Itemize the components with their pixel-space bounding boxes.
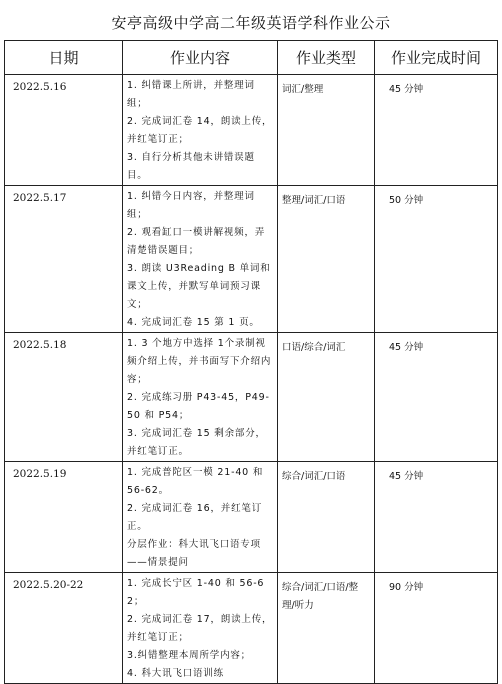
table-row bbox=[5, 462, 498, 573]
content-cell bbox=[123, 333, 278, 462]
task-item: 1. 纠错课上所讲，并整理词组； bbox=[127, 80, 255, 109]
date-cell: 2022.5.19 bbox=[5, 462, 123, 573]
table-row bbox=[5, 573, 498, 684]
task-item: 4. 科大讯飞口语训练 bbox=[127, 668, 224, 679]
date-cell: 2022.5.17 bbox=[5, 186, 123, 333]
task-item: 2. 完成词汇卷 17，朗读上传，并红笔订正； bbox=[127, 614, 273, 643]
task-item: 分层作业：科大讯飞口语专项——情景提问 bbox=[127, 539, 261, 568]
task-item: 1. 纠错今日内容，并整理词组； bbox=[127, 191, 255, 220]
task-item: 3. 自行分析其他未讲错误题目。 bbox=[127, 152, 255, 181]
task-item: 2. 观看缸口一模讲解视频，弄清楚错误题目； bbox=[127, 227, 266, 256]
date-cell: 2022.5.18 bbox=[5, 333, 123, 462]
task-item: 1. 完成普陀区一模 21-40 和 56-62。 bbox=[127, 467, 264, 496]
time-cell: 45 分钟 bbox=[375, 75, 498, 186]
content-cell bbox=[123, 75, 278, 186]
time-cell: 50 分钟 bbox=[375, 186, 498, 333]
task-item: 3.纠错整理本周所学内容； bbox=[127, 650, 251, 661]
homework-table bbox=[4, 40, 498, 684]
header-date: 日期 bbox=[5, 41, 123, 75]
header-type: 作业类型 bbox=[278, 41, 375, 75]
table-row bbox=[5, 75, 498, 186]
header-time: 作业完成时间 bbox=[375, 41, 498, 75]
type-cell: 口语/综合/词汇 bbox=[278, 333, 375, 462]
page-title: 安亭高级中学高二年级英语学科作业公示 bbox=[111, 14, 391, 32]
time-cell: 45 分钟 bbox=[375, 333, 498, 462]
time-cell: 90 分钟 bbox=[375, 573, 498, 684]
content-cell bbox=[123, 462, 278, 573]
task-item: 1. 完成长宁区 1-40 和 56-62； bbox=[127, 578, 265, 607]
table-row bbox=[5, 186, 498, 333]
type-cell: 词汇/整理 bbox=[278, 75, 375, 186]
date-cell: 2022.5.16 bbox=[5, 75, 123, 186]
task-item: 2. 完成练习册 P43-45，P49-50 和 P54； bbox=[127, 392, 270, 421]
header-content: 作业内容 bbox=[123, 41, 278, 75]
task-item: 3. 完成词汇卷 15 剩余部分，并红笔订正。 bbox=[127, 428, 266, 457]
table-row bbox=[5, 333, 498, 462]
task-item: 3. 朗读 U3Reading B 单词和课文上传，并默写单词预习课文； bbox=[127, 263, 271, 310]
type-cell: 综合/词汇/口语 bbox=[278, 462, 375, 573]
table-header-row bbox=[5, 41, 498, 75]
task-item: 2. 完成词汇卷 14，朗读上传，并红笔订正； bbox=[127, 116, 273, 145]
type-cell: 综合/词汇/口语/整理/听力 bbox=[278, 573, 375, 684]
content-cell bbox=[123, 573, 278, 684]
type-cell: 整理/词汇/口语 bbox=[278, 186, 375, 333]
task-item: 1. 3 个地方中选择 1个录制视频介绍上传，并书面写下介绍内容； bbox=[127, 338, 272, 385]
task-item: 4. 完成词汇卷 15 第 1 页。 bbox=[127, 317, 260, 328]
content-cell bbox=[123, 186, 278, 333]
time-cell: 45 分钟 bbox=[375, 462, 498, 573]
date-cell: 2022.5.20-22 bbox=[5, 573, 123, 684]
task-item: 2. 完成词汇卷 16，并红笔订正。 bbox=[127, 503, 262, 532]
